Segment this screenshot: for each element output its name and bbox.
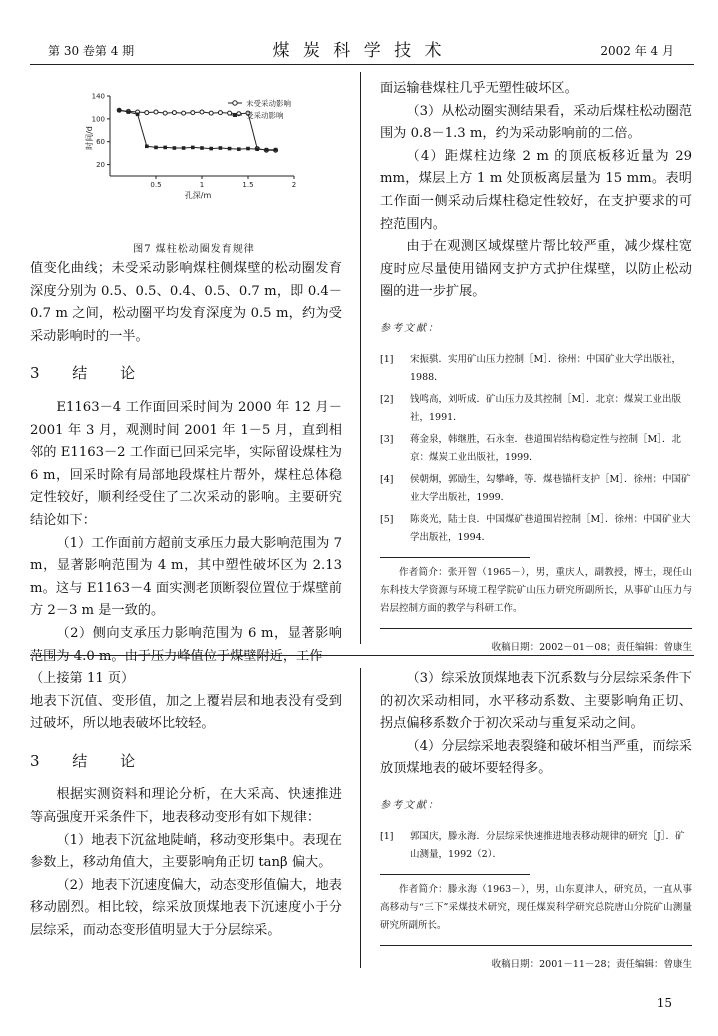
issue-label: 第 30 卷第 4 期	[48, 44, 135, 58]
references-heading: 参考文献：	[380, 799, 440, 811]
paragraph: 由于在观测区域煤壁片帮比较严重，减少煤柱宽度时应尽量使用锚网支护方式护住煤壁，以防止松动圈的进一步扩展。	[380, 239, 692, 300]
data-point-series-0	[145, 111, 149, 115]
data-point-series-1	[173, 146, 177, 150]
paragraph: （1）地表下沉盆地陡峭，移动变形集中。表现在参数上，移动角值大，主要影响角正切 tanβ 偏大。	[30, 832, 342, 871]
author-bio: 作者简介：滕永海（1963－），男，山东夏津人，研究员，一直从事高移动与“三下”采煤技术研究，现任煤炭科学研究总院唐山分院矿山测量研究所副所长。	[380, 883, 692, 931]
header-rule	[30, 64, 694, 65]
column-divider-top	[360, 72, 361, 644]
reference-text: 蒋金泉，韩继胜，石永奎．巷道围岩结构稳定性与控制［M］．北京：煤炭工业出版社，1999．	[410, 433, 681, 463]
page-number: 15	[656, 996, 672, 1010]
reference-text: 宋振骐．实用矿山压力控制［M］．徐州：中国矿业大学出版社，1988．	[410, 353, 681, 383]
x-tick-label: 0.5	[150, 181, 162, 189]
paragraph: （3）综采放顶煤地表下沉系数与分层综采条件下的初次采动相同，水平移动系数、主要影响角正切、拐点偏移系数介于初次采动与重复采动之间。	[380, 671, 692, 732]
paragraph: （4）分层综采地表裂缝和破坏相当严重，而综采放顶煤地表的破坏要轻得多。	[380, 738, 692, 777]
data-point-series-1	[117, 108, 121, 112]
lower-right-column	[380, 668, 692, 976]
received-date: 收稿日期：2001－11－28；责任编辑：曾康生	[380, 945, 692, 977]
data-point-series-1	[228, 147, 232, 151]
data-point-series-0	[182, 111, 186, 115]
paragraph: 地表下沉值、变形值，加之上覆岩层和地表没有受到过破坏，所以地表破坏比较轻。	[30, 693, 342, 732]
reference-number: [1]	[380, 353, 394, 365]
upper-right-column	[380, 78, 692, 659]
legend	[228, 98, 291, 120]
reference-number: [1]	[380, 830, 394, 842]
reference-number: [4]	[380, 473, 394, 485]
data-point-series-1	[219, 146, 223, 150]
data-point-series-1	[255, 147, 259, 151]
data-point-series-1	[209, 147, 213, 151]
section-divider	[30, 655, 694, 656]
upper-left-column	[30, 258, 342, 668]
paragraph: （4）距煤柱边缘 2 m 的顶底板移近量为 29 mm，煤层上方 1 m 处顶板离层量为 15 mm。表明工作面一侧采动后煤柱稳定性较好，在支护要求的可控范围内。	[380, 148, 692, 232]
reference-item	[380, 828, 692, 864]
references-list	[380, 828, 692, 864]
column-divider-bottom	[360, 668, 361, 968]
paragraph: （2）侧向支承压力影响范围为 6 m，显著影响	[56, 625, 342, 641]
data-point-series-1	[265, 148, 269, 152]
author-rule	[380, 557, 530, 558]
paragraph: 值变化曲线；未受采动影响煤柱侧煤壁的松动圈发育深度分别为 0.5、0.5、0.4、0.5、0.7 m，即 0.4－0.7 m 之间，松动圈平均发育深度为 0.5 m，约为受采动影响时的一半。	[30, 261, 342, 344]
date-label: 2002 年 4 月	[600, 44, 674, 58]
data-point-series-1	[200, 146, 204, 150]
reference-text: 郭国庆，滕永海．分层综采快速推进地表移动规律的研究［J］．矿山测量，1992（2）．	[410, 830, 685, 860]
data-point-series-1	[191, 146, 195, 150]
section-heading: 3 结 论	[30, 364, 150, 383]
data-point-series-1	[163, 146, 167, 150]
y-tick-label: 20	[96, 161, 105, 170]
figure-7	[32, 80, 356, 260]
data-point-series-1	[154, 146, 158, 150]
data-point-series-1	[182, 146, 186, 150]
paragraph: 面运输巷煤柱几乎无塑性破坏区。	[380, 81, 578, 96]
reference-number: [3]	[380, 433, 394, 445]
reference-text: 钱鸣高，刘听成．矿山压力及其控制［M］．北京：煤炭工业出版社，1991．	[410, 393, 681, 423]
data-point-series-0	[154, 110, 158, 114]
reference-item	[380, 431, 692, 467]
section-heading: 3 结 论	[30, 751, 150, 770]
legend-marker-affected	[233, 113, 237, 117]
figure-caption: 图7 煤柱松动圈发育规律	[133, 244, 255, 255]
legend-label-unaffected: 未受采动影响	[246, 99, 291, 108]
reference-item	[380, 471, 692, 507]
y-axis-label: 时间/d	[85, 126, 94, 150]
paragraph: E1163－4 工作面回采时间为 2000 年 12 月－2001 年 3 月，观测时间 2001 年 1－5 月，直到相邻的 E1163－2 工作面已回采完毕，实际留设煤柱为 6 m，回采时除有局部地段煤柱片帮外，煤柱总体稳定性较好，顺利经受住了二次采动的影响。主要研究结论如下：	[30, 399, 342, 528]
data-point-series-0	[172, 111, 176, 115]
paragraph: 根据实测资料和理论分析，在大采高、快速推进等高强度开采条件下，地表移动变形有如下规律：	[30, 787, 342, 825]
reference-item	[380, 391, 692, 427]
data-point-series-1	[246, 147, 250, 151]
continuation-note: （上接第 11 页）	[30, 671, 135, 686]
y-tick-label: 100	[91, 115, 105, 124]
legend-marker-unaffected	[233, 101, 237, 105]
references-list	[380, 351, 692, 547]
data-point-series-0	[191, 111, 195, 115]
paragraph: （3）从松动圈实测结果看，采动后煤柱松动圈范围为 0.8－1.3 m，约为采动影响前的二倍。	[380, 103, 692, 142]
y-tick-label: 140	[91, 92, 105, 101]
paragraph: （2）地表下沉速度偏大，动态变形值偏大，地表移动剧烈。相比较，综采放顶煤地表下沉速度小于分层综采，而动态变形值明显大于分层综采。	[30, 877, 342, 938]
data-point-series-0	[218, 111, 222, 115]
references-heading: 参考文献：	[380, 322, 440, 334]
y-tick-label: 60	[96, 138, 105, 147]
paragraph: （1）工作面前方超前支承压力最大影响范围为 7 m，显著影响范围为 4 m，其中塑性破坏区为 2.13 m。这与 E1163－4 面实测老顶断裂位置位于煤壁前方 2－3 m 是一致的。	[30, 535, 342, 619]
reference-text: 陈炎光，陆士良．中国煤矿巷道围岩控制［M］．徐州：中国矿业大学出版社，1994．	[410, 513, 691, 543]
data-point-series-1	[274, 148, 278, 152]
data-point-series-1	[145, 144, 149, 148]
x-tick-label: 1.5	[242, 181, 254, 189]
journal-title: 煤 炭 科 学 技 术	[272, 41, 446, 61]
reference-item	[380, 351, 692, 387]
data-point-series-0	[163, 111, 167, 115]
x-tick-label: 2	[291, 181, 297, 189]
author-rule	[380, 874, 530, 875]
reference-number: [2]	[380, 393, 394, 405]
x-tick-label: 1	[199, 181, 205, 189]
data-point-series-0	[209, 111, 213, 115]
data-point-series-1	[136, 112, 140, 116]
reference-text: 侯朝炯，郭励生，勾攀峰，等．煤巷锚杆支护［M］．徐州：中国矿业大学出版社，1999．	[410, 473, 691, 503]
data-point-series-1	[237, 147, 241, 151]
data-point-series-0	[200, 110, 204, 114]
figure-7-chart	[32, 80, 356, 260]
reference-item	[380, 511, 692, 547]
received-date: 收稿日期：2002－01－08；责任编辑：曾康生	[380, 628, 692, 660]
author-bio: 作者简介：张开智（1965－），男，重庆人，副教授，博士，现任山东科技大学资源与环境工程学院矿山压力研究所副所长，从事矿山压力与岩层控制方面的教学与科研工作。	[380, 566, 692, 614]
reference-number: [5]	[380, 513, 394, 525]
legend-label-affected: 受采动影响	[246, 111, 284, 120]
x-axis-label: 孔深/m	[184, 191, 212, 200]
lower-left-column	[30, 668, 342, 943]
data-point-series-1	[127, 110, 131, 114]
